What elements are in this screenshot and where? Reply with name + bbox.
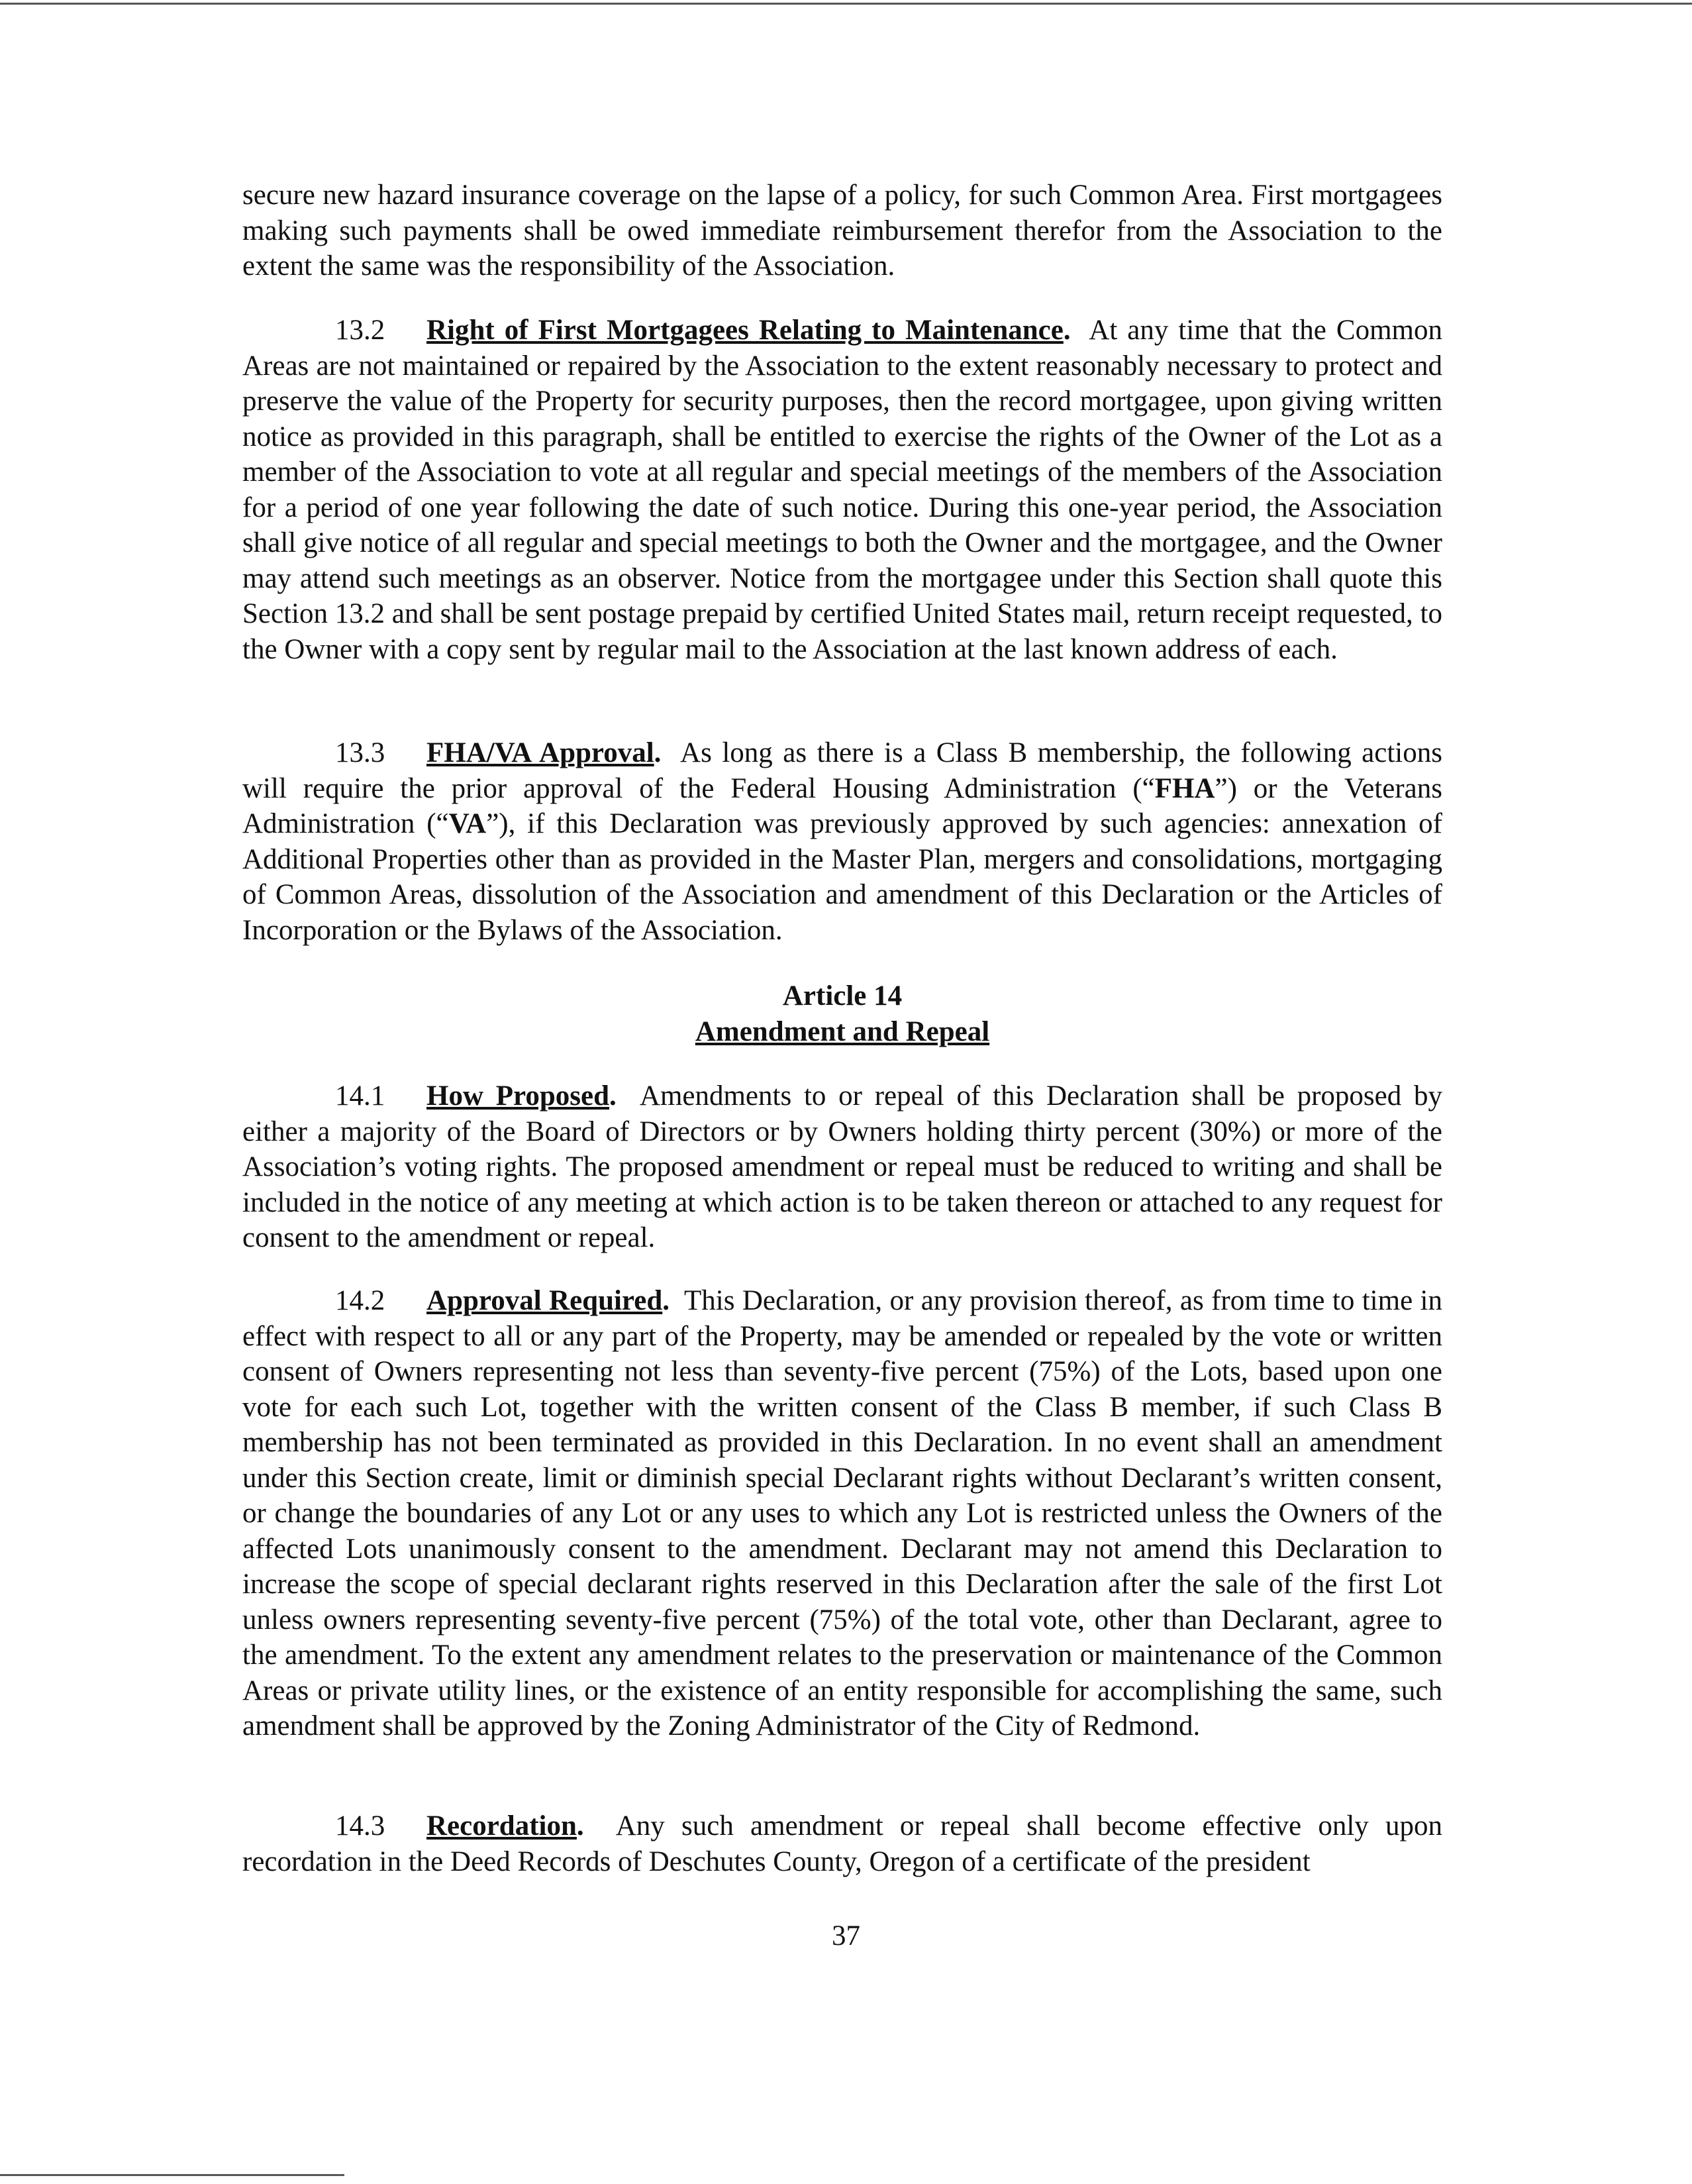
paragraph-continuation: [242, 178, 1442, 284]
section-number: 14.3: [335, 1810, 385, 1842]
section-heading: Recordation: [426, 1810, 577, 1842]
article-title: Article 14: [782, 980, 903, 1012]
section-13-3: [242, 735, 1442, 948]
section-number: 13.2: [335, 315, 385, 346]
scan-border-top: [0, 3, 1692, 5]
section-body-part-3: ”), if this Declaration was previously approved by such agencies: annexation of Additional Properties other than as provided in the Master Plan, mergers and consolidations, mortgaging of Common Areas, dissolution of the Association and amendment of this Declaration or the Articles of Incorporation or the Bylaws of the Association.: [242, 808, 1442, 946]
heading-punctuation: .: [654, 737, 662, 768]
section-number: 14.2: [335, 1285, 385, 1316]
section-13-2: [242, 313, 1442, 667]
section-14-1: [242, 1078, 1442, 1256]
section-14-2: [242, 1283, 1442, 1744]
section-body: Amendments to or repeal of this Declaration shall be proposed by either a majority of the Board of Directors or by Owners holding thirty percent (30%) or more of the Association’s voting rights. The proposed amendment or repeal must be reduced to writing and shall be included in the notice of any meeting at which action is to be taken thereon or attached to any request for consent to the amendment or repeal.: [242, 1080, 1442, 1253]
section-body: Any such amendment or repeal shall become effective only upon recordation in the Deed Records of Deschutes County, Oregon of a certificate of the president: [242, 1810, 1442, 1877]
section-number: 14.1: [335, 1080, 385, 1112]
section-body-part-2: ”) or the Veterans Administration (“: [242, 772, 1442, 839]
paragraph-text: secure new hazard insurance coverage on the lapse of a policy, for such Common Area. First mortgagees making such payments shall be owed immediate reimbursement therefor from the Association to the extent the same was the responsibility of the Association.: [242, 180, 1442, 282]
heading-punctuation: .: [1063, 315, 1071, 346]
section-body: This Declaration, or any provision thereof, as from time to time in effect with respect to all or any part of the Property, may be amended or repealed by the vote or written consent of Owners representing not less than seventy-five percent (75%) of the Lots, based upon one vote for each such Lot, together with the written consent of the Class B member, if such Class B membership has not been terminated as provided in this Declaration. In no event shall an amendment under this Section create, limit or diminish special Declarant rights without Declarant’s written consent, or change the boundaries of any Lot or any uses to which any Lot is restricted unless the Owners of the affected Lots unanimously consent to the amendment. Declarant may not amend this Declaration to increase the scope of special declarant rights reserved in this Declaration after the sale of the first Lot unless owners representing seventy-five percent (75%) of the total vote, other than Declarant, agree to the amendment. To the extent any amendment relates to the preservation or maintenance of the Common Areas or private utility lines, or the existence of an entity responsible for accomplishing the same, such amendment shall be approved by the Zoning Administrator of the City of Redmond.: [242, 1285, 1442, 1742]
section-14-3: [242, 1808, 1442, 1879]
heading-punctuation: .: [609, 1080, 617, 1112]
section-number: 13.3: [335, 737, 385, 768]
va-abbreviation: VA: [448, 808, 487, 839]
page-number: 37: [832, 1920, 860, 1951]
section-heading: FHA/VA Approval: [426, 737, 654, 768]
section-body: At any time that the Common Areas are not maintained or repaired by the Association to the extent reasonably necessary to protect and preserve the value of the Property for security purposes, then the record mortgagee, upon giving written notice as provided in this paragraph, shall be entitled to exercise the rights of the Owner of the Lot as a member of the Association to vote at all regular and special meetings of the members of the Association for a period of one year following the date of such notice. During this one-year period, the Association shall give notice of all regular and special meetings to both the Owner and the mortgagee, and the Owner may attend such meetings as an observer. Notice from the mortgagee under this Section shall quote this Section 13.2 and shall be sent postage prepaid by certified United States mail, return receipt requested, to the Owner with a copy sent by regular mail to the Association at the last known address of each.: [242, 315, 1442, 665]
scan-border-bottom: [0, 2174, 344, 2176]
section-heading: Approval Required: [426, 1285, 663, 1316]
section-heading: Right of First Mortgagees Relating to Maintenance: [426, 315, 1064, 346]
fha-abbreviation: FHA: [1154, 772, 1215, 804]
article-subtitle: Amendment and Repeal: [695, 1015, 990, 1047]
section-heading: How Proposed: [426, 1080, 609, 1112]
heading-punctuation: .: [662, 1285, 670, 1316]
heading-punctuation: .: [576, 1810, 584, 1842]
section-body-part-1: As long as there is a Class B membership, the following actions will require the prior approval of the Federal Housing Administration (“: [242, 737, 1442, 804]
article-14-heading: [242, 978, 1442, 1049]
